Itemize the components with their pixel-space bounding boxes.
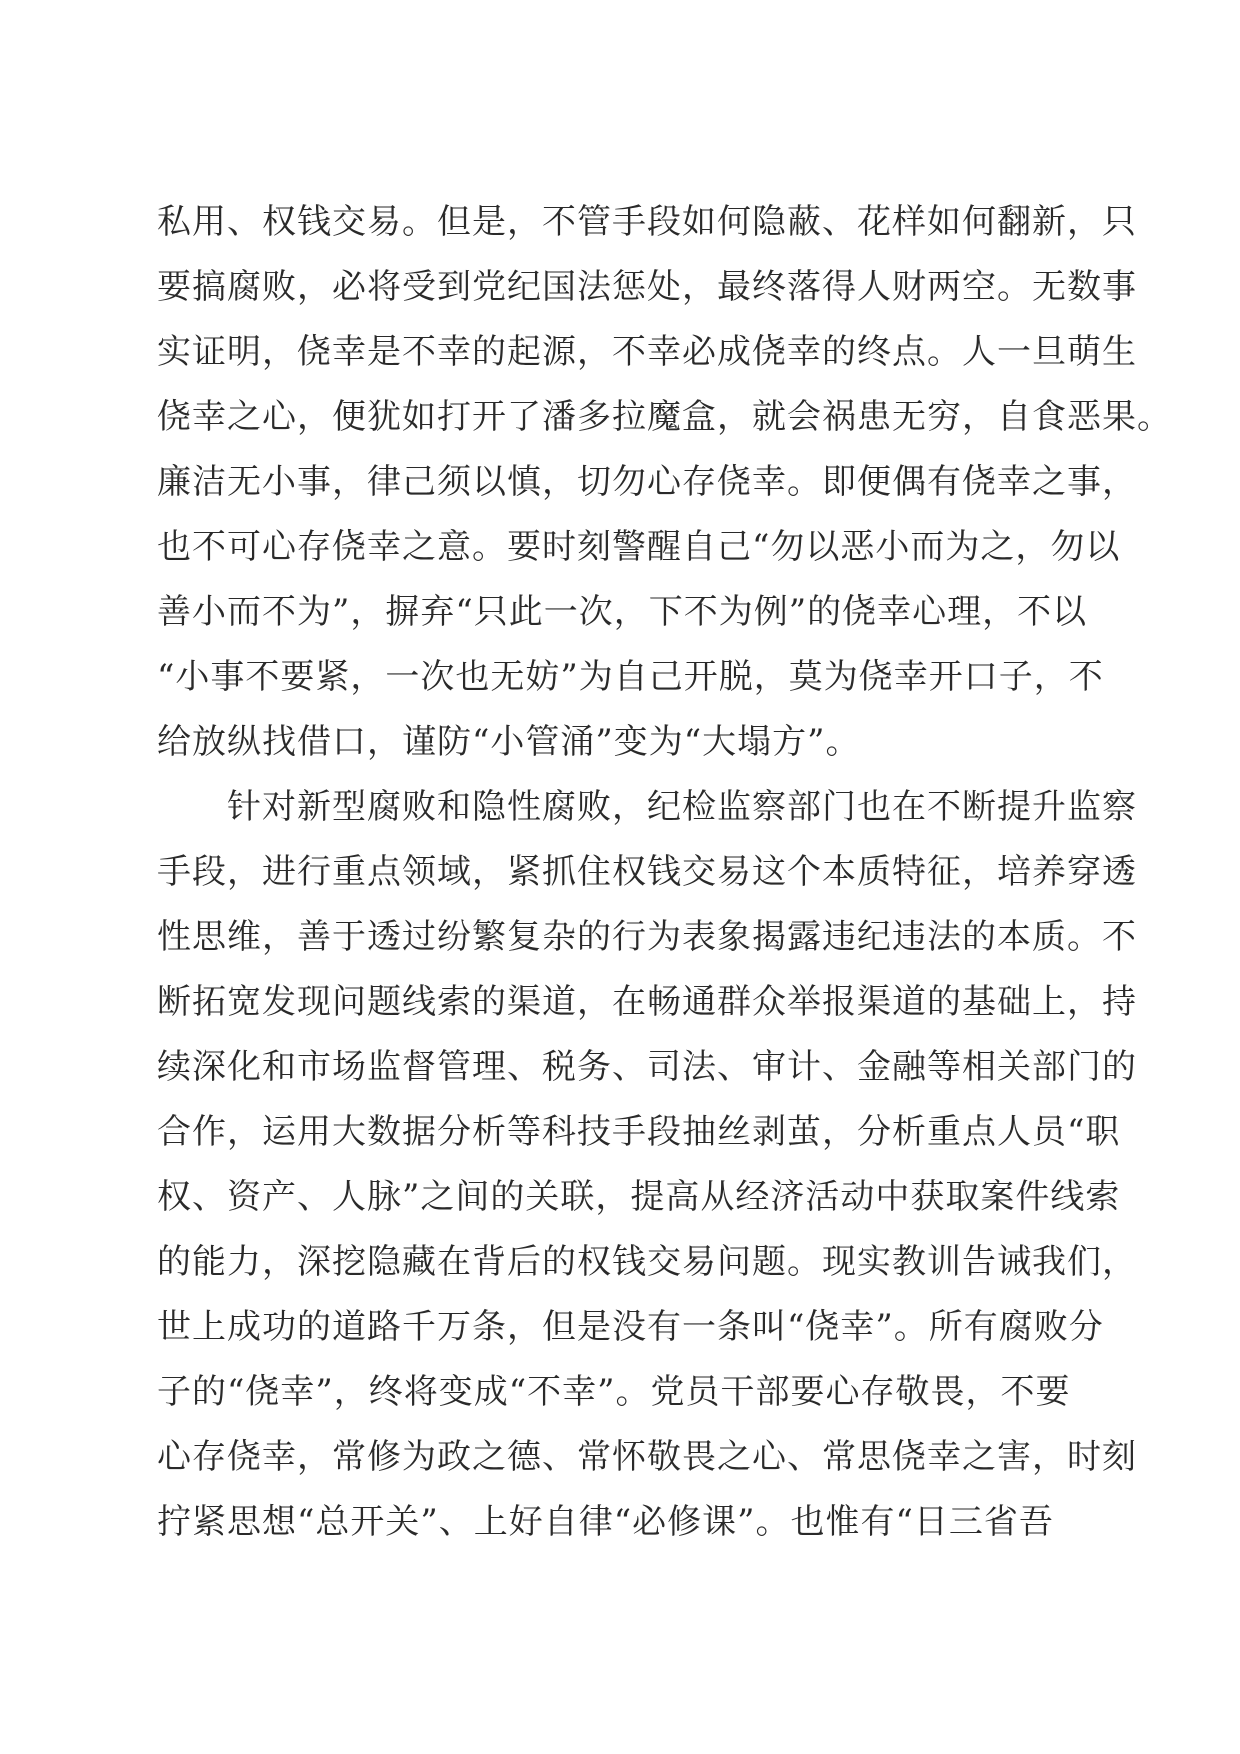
text-line: 善小而不为”，摒弃“只此一次，下不为例”的侥幸心理，不以	[157, 592, 1088, 632]
text-line: 拧紧思想“总开关”、上好自律“必修课”。也惟有“日三省吾	[157, 1502, 1054, 1542]
text-line: 合作，运用大数据分析等科技手段抽丝剥茧，分析重点人员“职	[157, 1112, 1121, 1152]
text-line: 实证明，侥幸是不幸的起源，不幸必成侥幸的终点。人一旦萌生	[157, 332, 1137, 372]
text-line: 廉洁无小事，律己须以慎，切勿心存侥幸。即便偶有侥幸之事，	[157, 462, 1137, 502]
text-line: 要搞腐败，必将受到党纪国法惩处，最终落得人财两空。无数事	[157, 267, 1137, 307]
body-text	[157, 190, 1172, 1555]
text-line: 也不可心存侥幸之意。要时刻警醒自己“勿以恶小而为之，勿以	[157, 527, 1121, 567]
text-line: 针对新型腐败和隐性腐败，纪检监察部门也在不断提升监察	[157, 787, 1137, 827]
text-line: 断拓宽发现问题线索的渠道，在畅通群众举报渠道的基础上，持	[157, 982, 1137, 1022]
text-line: 世上成功的道路千万条，但是没有一条叫“侥幸”。所有腐败分	[157, 1307, 1104, 1347]
text-line: 子的“侥幸”，终将变成“不幸”。党员干部要心存敬畏，不要	[157, 1372, 1071, 1412]
text-line: 心存侥幸，常修为政之德、常怀敬畏之心、常思侥幸之害，时刻	[157, 1437, 1137, 1477]
text-line: 的能力，深挖隐藏在背后的权钱交易问题。现实教训告诫我们，	[157, 1242, 1137, 1282]
text-line: 侥幸之心，便犹如打开了潘多拉魔盒，就会祸患无穷，自食恶果。	[157, 397, 1172, 437]
text-line: 权、资产、人脉”之间的关联，提高从经济活动中获取案件线索	[157, 1177, 1121, 1217]
text-line: 性思维，善于透过纷繁复杂的行为表象揭露违纪违法的本质。不	[157, 917, 1137, 957]
text-line: 私用、权钱交易。但是，不管手段如何隐蔽、花样如何翻新，只	[157, 202, 1137, 242]
text-line: “小事不要紧，一次也无妨”为自己开脱，莫为侥幸开口子，不	[157, 657, 1104, 697]
text-line: 手段，进行重点领域，紧抓住权钱交易这个本质特征，培养穿透	[157, 852, 1137, 892]
text-line: 给放纵找借口，谨防“小管涌”变为“大塌方”。	[157, 722, 861, 762]
text-line: 续深化和市场监督管理、税务、司法、审计、金融等相关部门的	[157, 1047, 1137, 1087]
